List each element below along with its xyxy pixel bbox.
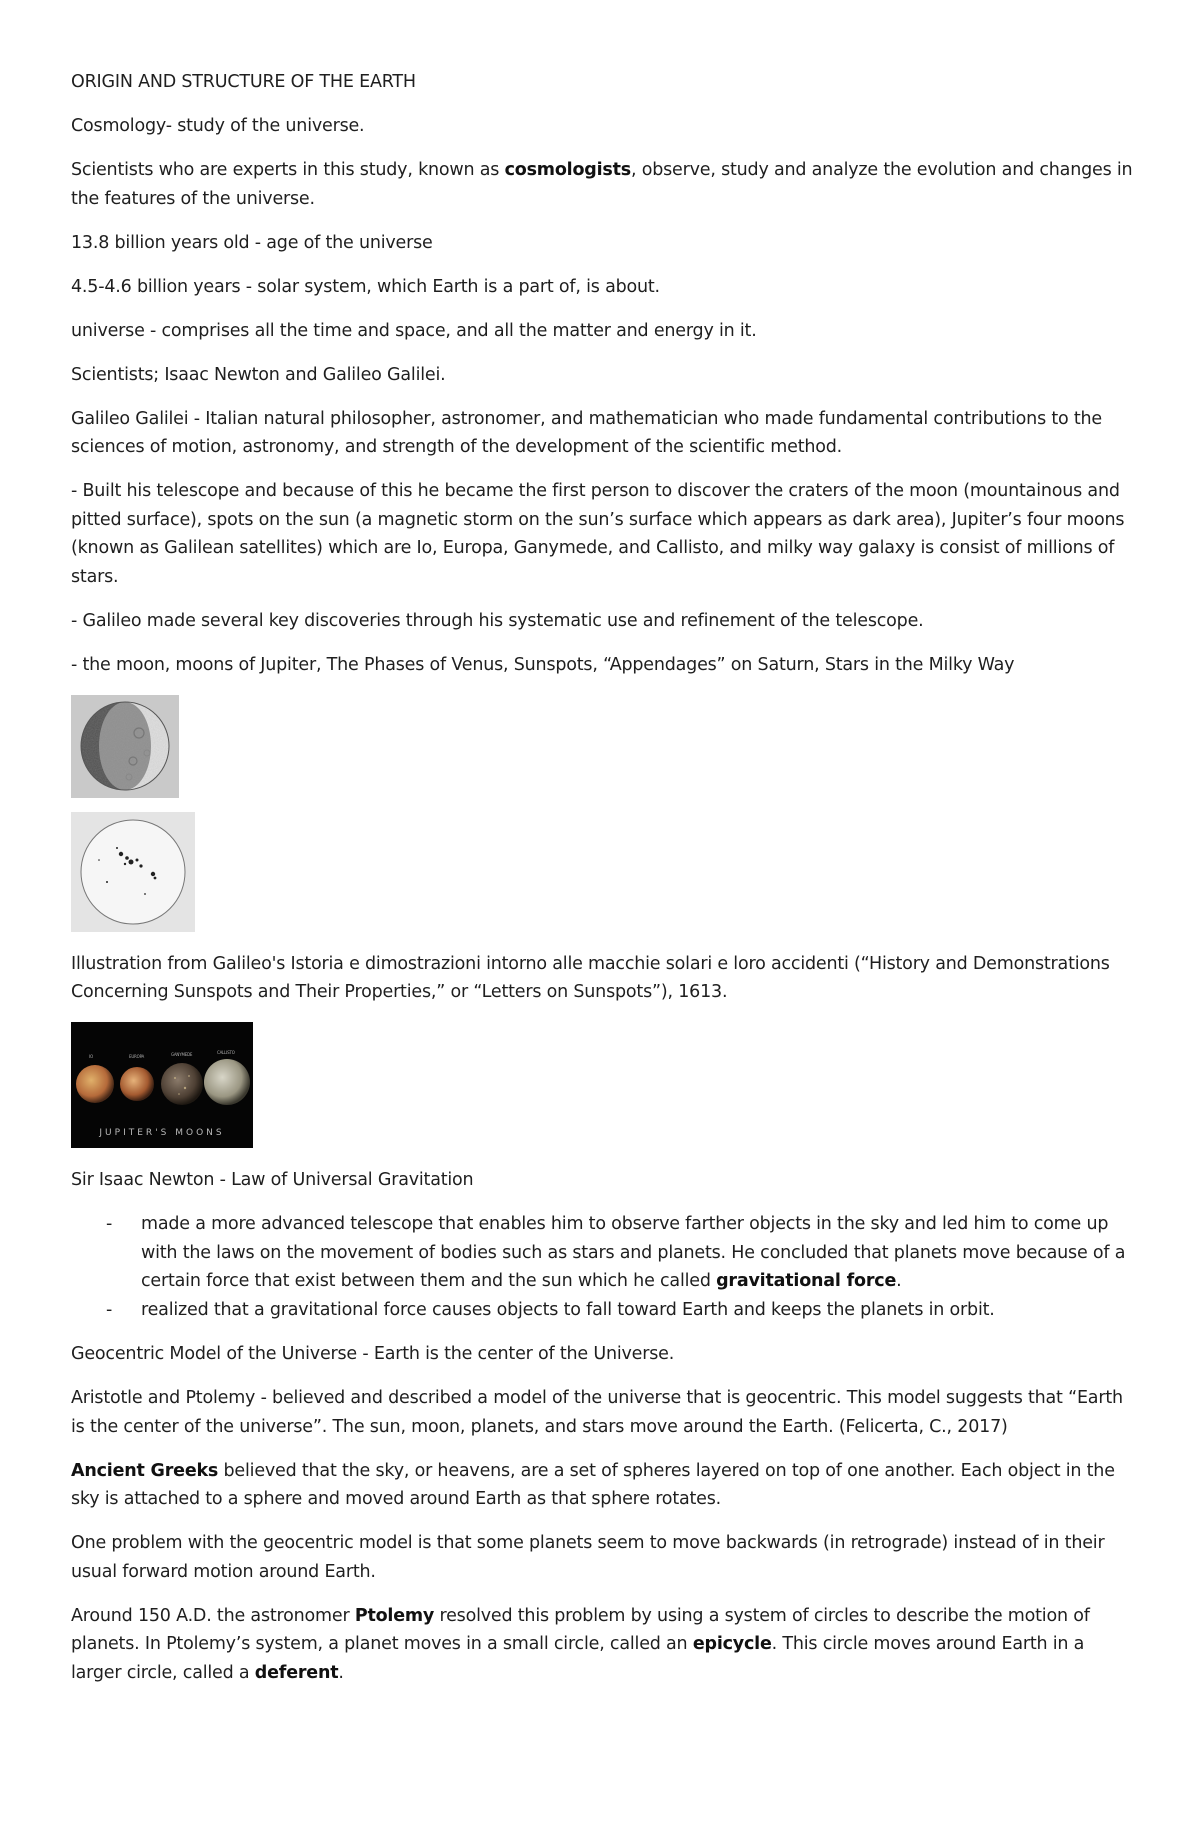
- ptolemy-term: Ptolemy: [354, 1605, 435, 1626]
- cosmology-definition: Cosmology- study of the universe.: [71, 116, 365, 136]
- list-item: - made a more advanced telescope that enables him to observe farther objects in the sky and led him to come up with the laws on the movement of bodies such as stars and planets. He concluded that planets move because of a certain force that exist between them and the sun which he called gravitational force.: [106, 1214, 1126, 1291]
- newton-heading: Sir Isaac Newton - Law of Universal Gravitation: [71, 1170, 474, 1190]
- document-body: [71, 68, 1134, 1703]
- jupiters-moons-image: [71, 1022, 1134, 1148]
- sunspot-sketch-image: [71, 812, 1134, 932]
- galileo-discovery-list: - the moon, moons of Jupiter, The Phases of Venus, Sunspots, “Appendages” on Saturn, Stars in the Milky Way: [71, 654, 1015, 675]
- cosmologists-term: cosmologists: [504, 160, 631, 180]
- illustration-caption: Illustration from Galileo's Istoria e dimostrazioni intorno alle macchie solari e loro accidenti (“History and Demonstrations Concerning Sunspots and Their Properties,” or “Letters on Sunspots”), 1613.: [71, 953, 1110, 1002]
- moon-sketch-image: [71, 695, 1134, 798]
- cosmologists-paragraph: Scientists who are experts in this study, known as cosmologists, observe, study and analyze the evolution and changes in the features of the universe.: [71, 160, 1133, 209]
- document-title: ORIGIN AND STRUCTURE OF THE EARTH: [71, 72, 416, 92]
- svg-text:GANYMEDE: GANYMEDE: [171, 1052, 193, 1057]
- deferent-term: deferent: [254, 1662, 339, 1683]
- svg-text:IO: IO: [89, 1054, 93, 1059]
- age-solar-system: 4.5-4.6 billion years - solar system, which Earth is a part of, is about.: [71, 276, 660, 297]
- aristotle-ptolemy-paragraph: Aristotle and Ptolemy - believed and described a model of the universe that is geocentric. This model suggests that “Earth is the center of the universe”. The sun, moon, planets, and stars move around the Earth. (Felicerta, C., 2017): [71, 1388, 1123, 1437]
- epicycle-term: epicycle: [692, 1634, 772, 1654]
- galileo-telescope: - Built his telescope and because of this he became the first person to discover the craters of the moon (mountainous and pitted surface), spots on the sun (a magnetic storm on the sun’s surface which appears as dark area), Jupiter’s four moons (known as Galilean satellites) which are Io, Europa, Ganymede, and Callisto, and milky way galaxy is consist of millions of stars.: [71, 481, 1125, 587]
- geocentric-definition: Geocentric Model of the Universe - Earth is the center of the Universe.: [71, 1344, 675, 1364]
- svg-text:EUROPA: EUROPA: [129, 1054, 145, 1059]
- geocentric-problem-paragraph: One problem with the geocentric model is that some planets seem to move backwards (in retrograde) instead of in their usual forward motion around Earth.: [71, 1533, 1105, 1582]
- ptolemy-paragraph: Around 150 A.D. the astronomer Ptolemy resolved this problem by using a system of circles to describe the motion of planets. In Ptolemy’s system, a planet moves in a small circle, called an epicycle. This circle moves around Earth in a larger circle, called a deferent.: [71, 1605, 1090, 1683]
- jupiters-moons-label: JUPITER'S MOONS: [99, 1128, 225, 1138]
- galileo-intro: Galileo Galilei - Italian natural philosopher, astronomer, and mathematician who made fundamental contributions to the sciences of motion, astronomy, and strength of the development of the scientific method.: [71, 408, 1102, 457]
- ancient-greeks-term: Ancient Greeks: [71, 1460, 219, 1481]
- svg-text:CALLISTO: CALLISTO: [217, 1050, 235, 1055]
- age-universe: 13.8 billion years old - age of the universe: [71, 232, 433, 253]
- universe-definition: universe - comprises all the time and space, and all the matter and energy in it.: [71, 320, 757, 341]
- gravitational-force-term: gravitational force: [716, 1271, 897, 1291]
- scientists-line: Scientists; Isaac Newton and Galileo Galilei.: [71, 364, 446, 385]
- ancient-greeks-paragraph: Ancient Greeks believed that the sky, or heavens, are a set of spheres layered on top of one another. Each object in the sky is attached to a sphere and moved around Earth as that sphere rotates.: [71, 1460, 1115, 1509]
- galileo-discoveries: - Galileo made several key discoveries through his systematic use and refinement of the telescope.: [71, 610, 924, 631]
- list-item: - realized that a gravitational force causes objects to fall toward Earth and keeps the planets in orbit.: [106, 1299, 995, 1320]
- newton-bullet-list: [71, 1210, 1134, 1324]
